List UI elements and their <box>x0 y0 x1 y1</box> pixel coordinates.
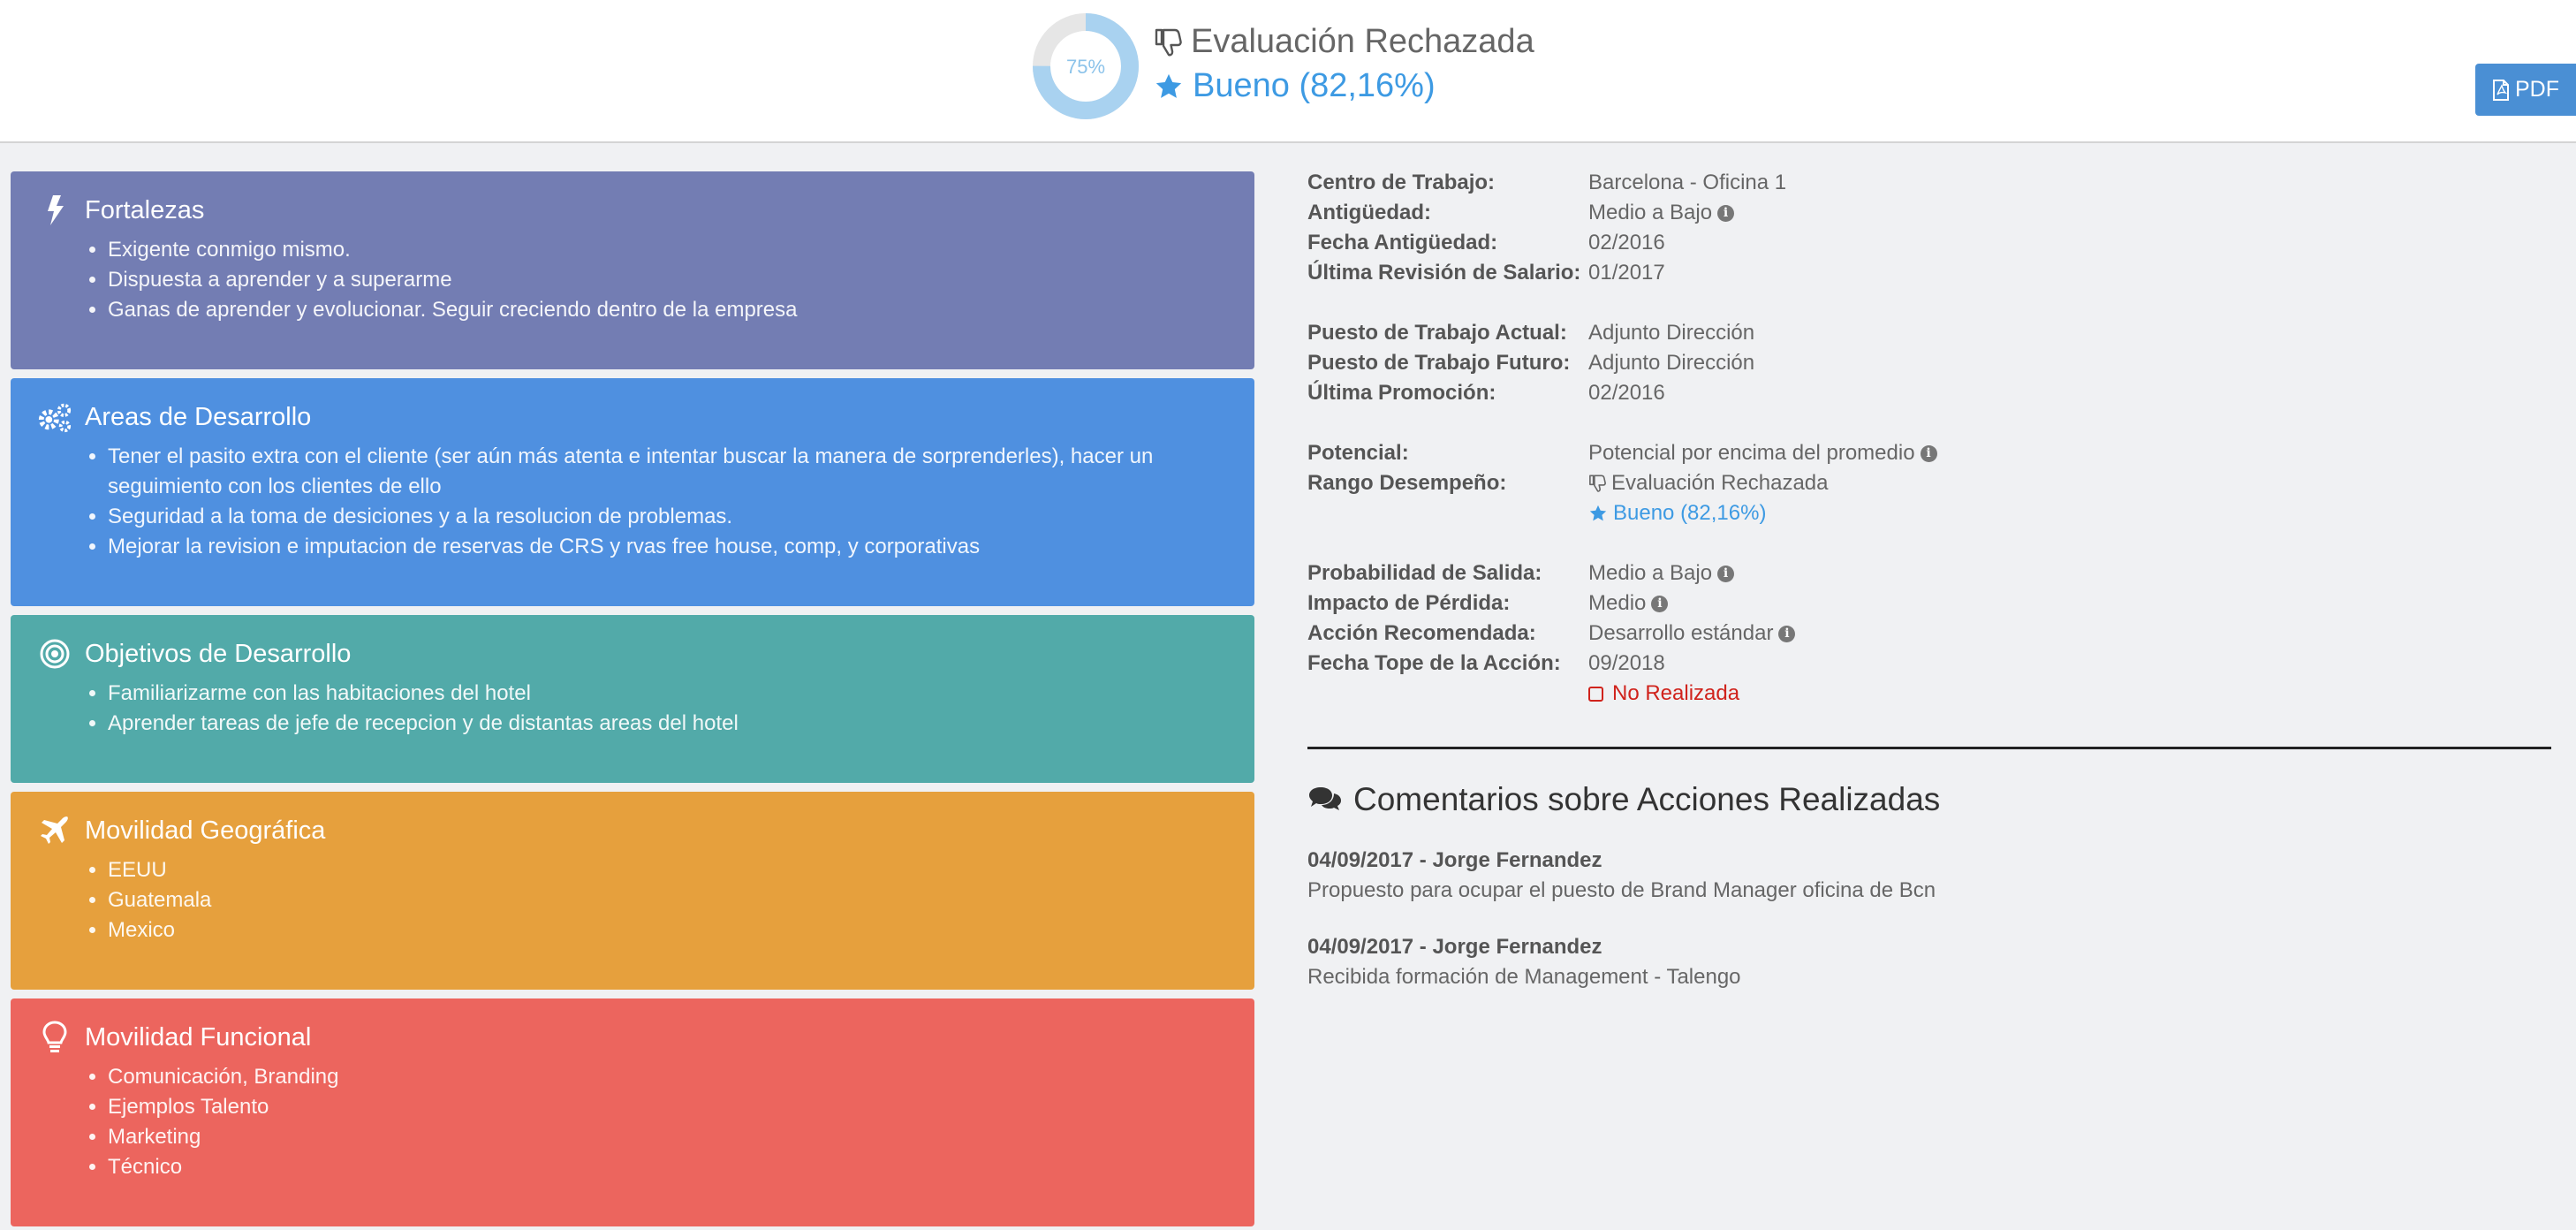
panel-areas-desarrollo <box>11 378 1254 606</box>
info-value: 01/2017 <box>1588 261 1665 285</box>
info-value: Barcelona - Oficina 1 <box>1588 171 1787 194</box>
info-label: Impacto de Pérdida: <box>1307 591 1511 615</box>
panel-movilidad-geografica <box>11 792 1254 990</box>
comment-header: 04/09/2017 - Jorge Fernandez <box>1307 848 1602 872</box>
list-item: • Ganas de aprender y evolucionar. Seguir creciendo dentro de la empresa <box>108 295 1219 325</box>
info-icon[interactable]: i <box>1717 566 1734 582</box>
panel-list <box>108 679 1219 739</box>
info-value: 02/2016 <box>1588 231 1665 254</box>
lightbulb-icon <box>37 1020 72 1055</box>
panel-title: Movilidad Geográfica <box>85 816 326 845</box>
comments-heading <box>1307 781 1940 818</box>
list-item: • Ejemplos Talento <box>108 1092 1219 1122</box>
plane-icon <box>37 813 72 848</box>
section-divider <box>1307 747 2551 749</box>
target-icon <box>37 636 72 672</box>
score-donut-chart <box>1030 11 1141 122</box>
info-label: Acción Recomendada: <box>1307 621 1536 645</box>
star-icon <box>1154 72 1184 102</box>
panel-list <box>108 855 1219 945</box>
info-label: Puesto de Trabajo Futuro: <box>1307 351 1571 375</box>
info-icon[interactable]: i <box>1778 626 1795 642</box>
info-label: Fecha Tope de la Acción: <box>1307 651 1561 675</box>
info-label: Rango Desempeño: <box>1307 471 1507 495</box>
list-item: • Tener el pasito extra con el cliente (ser aún más atenta e intentar buscar la manera de sorprenderles), hacer un seguimiento con los clientes de ello <box>108 442 1219 502</box>
list-item: • Comunicación, Branding <box>108 1062 1219 1092</box>
info-value: Evaluación Rechazada <box>1611 471 1829 495</box>
panel-movilidad-funcional <box>11 998 1254 1226</box>
info-label: Última Revisión de Salario: <box>1307 261 1581 285</box>
action-status: No Realizada <box>1612 681 1740 705</box>
info-value: Medio a Bajo <box>1588 561 1713 585</box>
thumbs-down-icon <box>1588 474 1606 493</box>
list-item: • Técnico <box>108 1152 1219 1182</box>
pdf-file-icon <box>2492 80 2510 101</box>
panel-title: Areas de Desarrollo <box>85 403 312 431</box>
comments-icon <box>1307 785 1343 815</box>
info-label: Potencial: <box>1307 441 1409 465</box>
info-value: Potencial por encima del promedio <box>1588 441 1915 465</box>
list-item: • Dispuesta a aprender y a superarme <box>108 265 1219 295</box>
list-item: • Familiarizarme con las habitaciones del hotel <box>108 679 1219 709</box>
info-icon[interactable]: i <box>1921 445 1937 462</box>
list-item: • Mexico <box>108 915 1219 945</box>
panel-title: Objetivos de Desarrollo <box>85 640 352 668</box>
comments-title: Comentarios sobre Acciones Realizadas <box>1353 781 1941 817</box>
info-value: Medio a Bajo <box>1588 201 1713 224</box>
star-icon <box>1588 504 1608 523</box>
info-value: 02/2016 <box>1588 381 1665 405</box>
list-item: • Aprender tareas de jefe de recepcion y de distantas areas del hotel <box>108 709 1219 739</box>
info-label: Centro de Trabajo: <box>1307 171 1496 194</box>
pdf-button-label: PDF <box>2515 77 2559 102</box>
info-value: Medio <box>1588 591 1647 615</box>
list-item: • EEUU <box>108 855 1219 885</box>
pdf-button[interactable] <box>2475 64 2576 116</box>
info-value: Desarrollo estándar <box>1588 621 1774 645</box>
evaluation-status <box>1154 23 1534 61</box>
list-item: • Mejorar la revision e imputacion de reservas de CRS y rvas free house, comp, y corporativas <box>108 532 1219 562</box>
info-value: Bueno (82,16%) <box>1613 501 1767 525</box>
performance-score-text: Bueno (82,16%) <box>1193 67 1436 104</box>
bolt-icon <box>37 193 72 228</box>
comment-text: Propuesto para ocupar el puesto de Brand Manager oficina de Bcn <box>1307 878 1936 902</box>
info-label: Antigüedad: <box>1307 201 1431 224</box>
panel-fortalezas <box>11 171 1254 369</box>
panel-list <box>108 1062 1219 1182</box>
unchecked-square-icon[interactable] <box>1588 687 1603 702</box>
list-item: • Exigente conmigo mismo. <box>108 235 1219 265</box>
evaluation-status-text: Evaluación Rechazada <box>1191 23 1534 60</box>
panel-list <box>108 235 1219 325</box>
info-label: Probabilidad de Salida: <box>1307 561 1542 585</box>
info-label: Fecha Antigüedad: <box>1307 231 1498 254</box>
thumbs-down-icon <box>1154 27 1182 57</box>
gears-icon <box>37 399 72 435</box>
info-icon[interactable]: i <box>1651 596 1668 612</box>
donut-label: 75% <box>1065 56 1106 78</box>
info-label: Puesto de Trabajo Actual: <box>1307 321 1567 345</box>
comment-header: 04/09/2017 - Jorge Fernandez <box>1307 935 1602 959</box>
info-value: Adjunto Dirección <box>1588 351 1755 375</box>
list-item: • Seguridad a la toma de desiciones y a la resolucion de problemas. <box>108 502 1219 532</box>
header-bar <box>0 0 2576 143</box>
list-item: • Marketing <box>108 1122 1219 1152</box>
panel-list <box>108 442 1219 562</box>
panel-objetivos-desarrollo <box>11 615 1254 783</box>
panel-title: Fortalezas <box>85 196 205 224</box>
list-item: • Guatemala <box>108 885 1219 915</box>
info-value: 09/2018 <box>1588 651 1665 675</box>
info-icon[interactable]: i <box>1717 205 1734 222</box>
info-value: Adjunto Dirección <box>1588 321 1755 345</box>
comment-text: Recibida formación de Management - Talengo <box>1307 965 1741 989</box>
panel-title: Movilidad Funcional <box>85 1023 312 1052</box>
performance-score <box>1154 67 1436 105</box>
info-label: Última Promoción: <box>1307 381 1496 405</box>
